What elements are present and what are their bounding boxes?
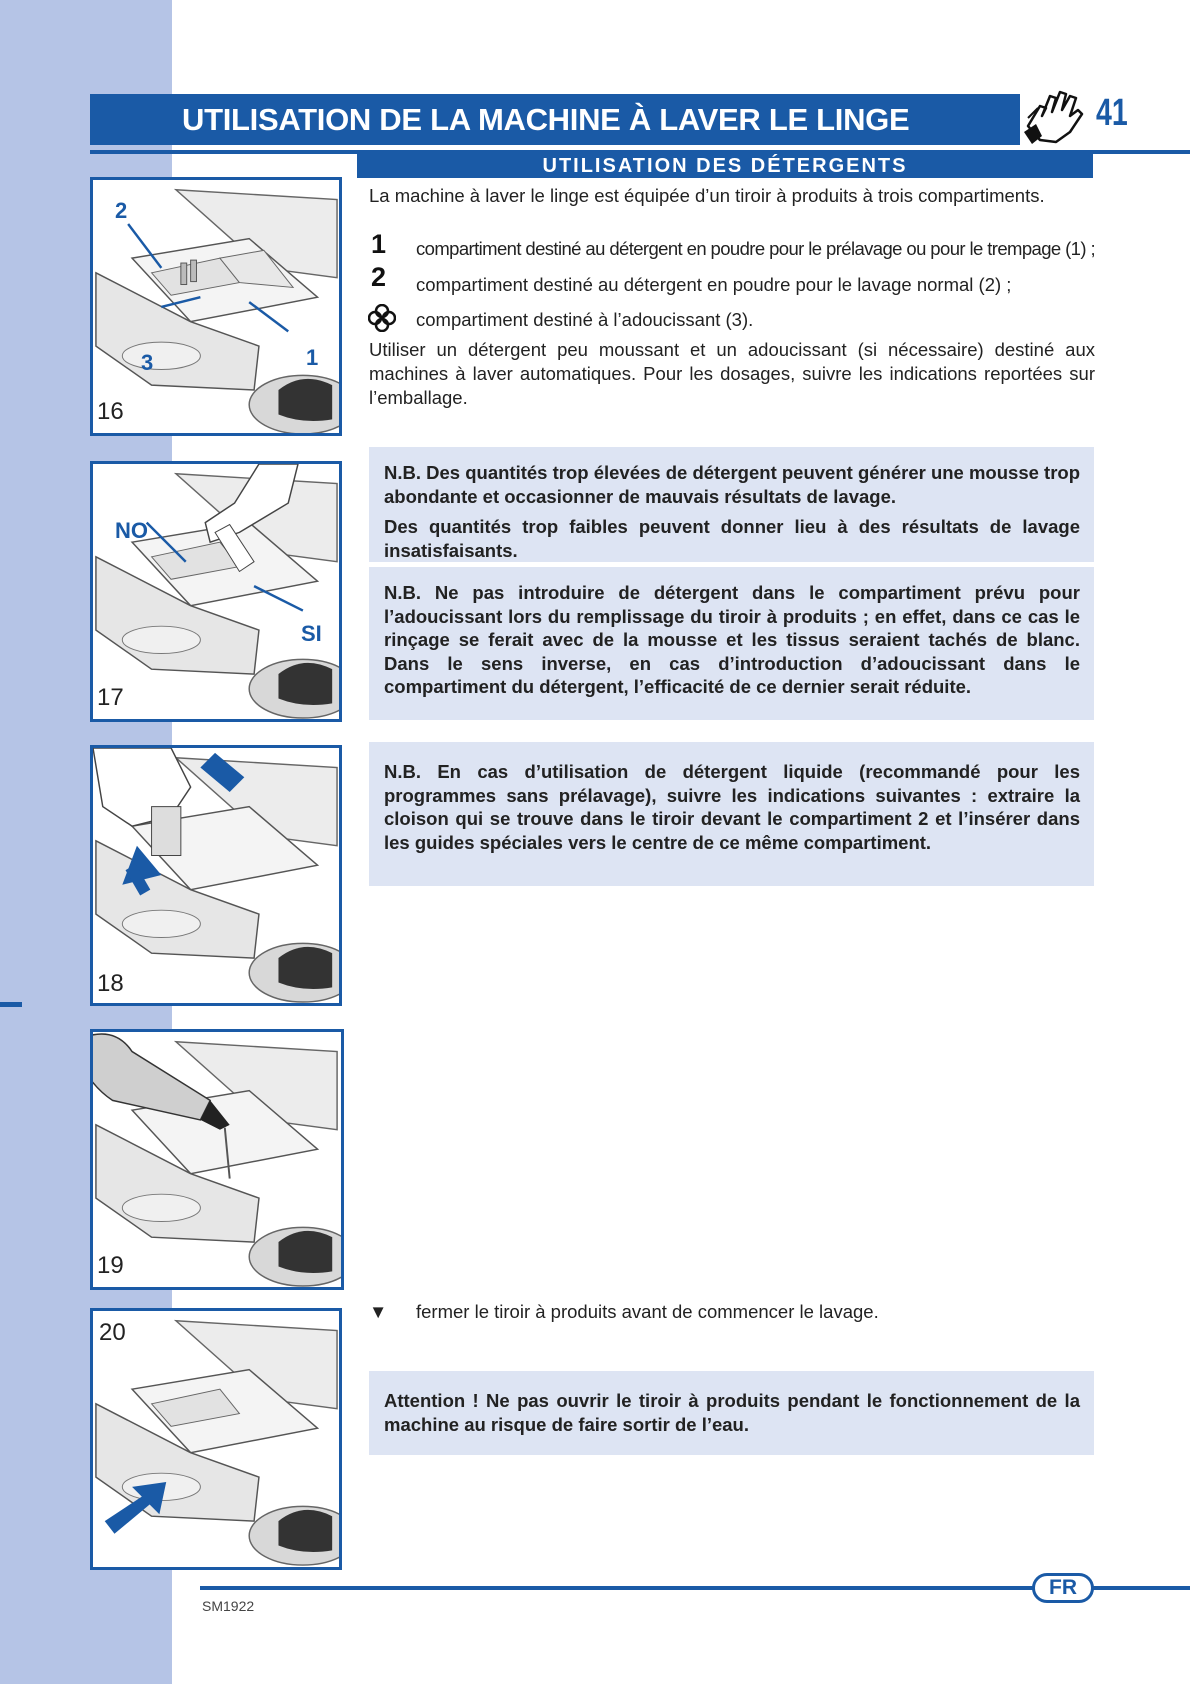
bullet-text: fermer le tiroir à produits avant de commencer le lavage. <box>416 1301 879 1322</box>
drawer-illustration <box>93 180 339 433</box>
figure-19-number: 19 <box>97 1252 124 1279</box>
note-1a: N.B. Des quantités trop élevées de détergent peuvent générer une mousse trop abondante et occasionner de mauvais résultats de lavage. <box>384 462 1080 507</box>
compartment-1-text: compartiment destiné au détergent en poudre pour le prélavage ou pour le trempage (1) ; <box>416 238 1096 259</box>
drawer-illustration <box>93 1311 339 1567</box>
flower-icon <box>368 304 396 332</box>
compartment-3-text: compartiment destiné à l’adoucissant (3). <box>416 309 754 330</box>
drawer-illustration <box>93 464 339 719</box>
figure-17-label-no: NO <box>115 518 148 543</box>
compartment-2-symbol: 2 <box>371 262 387 292</box>
figure-16 <box>90 177 342 436</box>
note-2: N.B. Ne pas introduire de détergent dans le compartiment prévu pour l’adoucissant lors du remplissage du tiroir à produits ; en effet, dans ce cas le rinçage se ferait avec de la mousse et les tissus seraient tachés de blanc. Dans le sens inverse, en cas d’introduction d’adoucissant dans le compartiment du détergent, l’efficacité de ce dernier serait réduite. <box>384 582 1080 697</box>
document-code: SM1922 <box>202 1598 255 1614</box>
drawer-illustration <box>93 1032 341 1287</box>
usage-text: Utiliser un détergent peu moussant et un adoucissant (si nécessaire) destiné aux machines à laver automatiques. Pour les dosages, suivre les indications reportées sur l’emballage. <box>369 339 1095 408</box>
page-number: 41 <box>1096 92 1128 134</box>
side-tick <box>0 1002 22 1007</box>
figure-17 <box>90 461 342 722</box>
figure-20-number: 20 <box>99 1319 126 1346</box>
figure-16-label-3: 3 <box>141 350 154 375</box>
note-box-2 <box>369 567 1094 720</box>
note-1b: Des quantités trop faibles peuvent donner lieu à des résultats de lavage insatisfaisants. <box>384 516 1080 561</box>
drawer-illustration <box>93 748 339 1003</box>
note-3: N.B. En cas d’utilisation de détergent liquide (recommandé pour les programmes sans prélavage), suivre les indications suivantes : extraire la cloison qui se trouve dans le tiroir devant le compartiment 2 et l’insérer dans les guides spéciales vers le centre de ce même compartiment. <box>384 761 1080 853</box>
figure-18-number: 18 <box>97 970 124 997</box>
figure-18 <box>90 745 342 1006</box>
section-title: UTILISATION DES DÉTERGENTS <box>542 155 908 177</box>
bullet-symbol: ▼ <box>369 1301 388 1322</box>
figure-20 <box>90 1308 342 1570</box>
attention-box <box>369 1371 1094 1455</box>
figure-16-label-1: 1 <box>306 345 319 370</box>
figure-16-label-2: 2 <box>115 198 128 223</box>
note-box-1 <box>369 447 1094 562</box>
language-badge: FR <box>1032 1573 1094 1603</box>
intro-text: La machine à laver le linge est équipée d’un tiroir à produits à trois compartiments. <box>369 185 1045 206</box>
figure-19 <box>90 1029 344 1290</box>
note-box-3 <box>369 742 1094 886</box>
figure-16-number: 16 <box>97 398 124 425</box>
figure-17-number: 17 <box>97 684 124 711</box>
attention-text: Attention ! Ne pas ouvrir le tiroir à produits pendant le fonctionnement de la machine au risque de faire sortir de l’eau. <box>384 1390 1080 1435</box>
hand-icon <box>1020 80 1092 150</box>
page-title: UTILISATION DE LA MACHINE À LAVER LE LINGE <box>182 102 910 137</box>
compartment-2-text: compartiment destiné au détergent en poudre pour le lavage normal (2) ; <box>416 274 1012 295</box>
figure-17-label-si: SI <box>301 621 322 646</box>
compartment-1-symbol: 1 <box>371 229 387 259</box>
